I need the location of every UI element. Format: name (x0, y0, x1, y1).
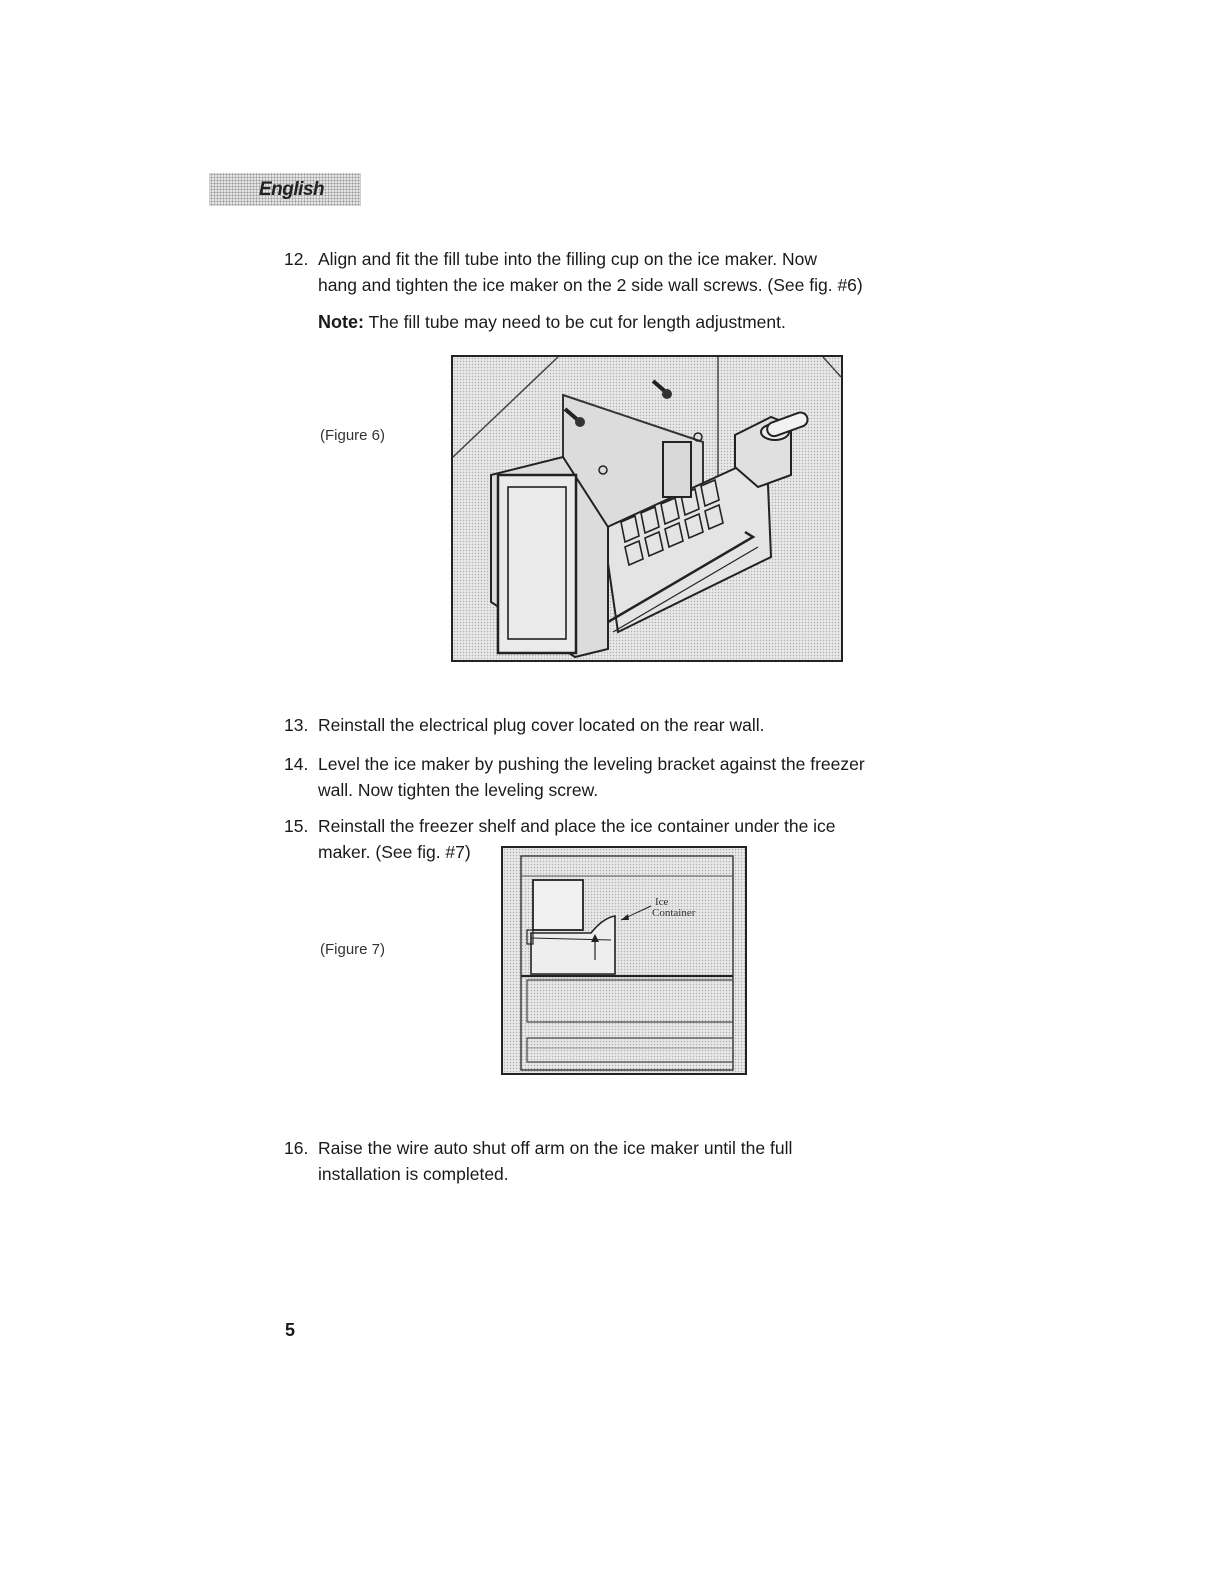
note-text: The fill tube may need to be cut for length adjustment. (364, 312, 786, 332)
figure-6-caption: (Figure 6) (320, 427, 386, 444)
figure-7-caption: (Figure 7) (320, 941, 386, 958)
step-text-line: Reinstall the freezer shelf and place the ice container under the ice (318, 816, 836, 836)
step-text-line: maker. (See fig. #7) (318, 842, 471, 862)
figure-7-freezer-illustration (501, 846, 747, 1075)
step-number: 13. (284, 715, 309, 735)
ice-container-label (652, 897, 695, 919)
step-text-line: Level the ice maker by pushing the leveling bracket against the freezer (318, 754, 865, 774)
language-tab-label: English (259, 179, 325, 200)
ice-maker-drawing (453, 357, 841, 660)
step-number: 12. (284, 249, 309, 269)
label-line: Container (652, 907, 696, 919)
step-text-line: hang and tighten the ice maker on the 2 side wall screws. (See fig. #6) (318, 275, 863, 295)
step-text-line: installation is completed. (318, 1164, 509, 1184)
figure-6-ice-maker-illustration (451, 355, 843, 662)
screw-icon (653, 381, 672, 399)
step-text-line: Reinstall the electrical plug cover located on the rear wall. (318, 715, 765, 735)
label-line: Ice (655, 896, 669, 908)
language-tab (209, 173, 361, 206)
step-number: 15. (284, 816, 309, 836)
step-text-line: Raise the wire auto shut off arm on the ice maker until the full (318, 1138, 793, 1158)
step-text-line: wall. Now tighten the leveling screw. (318, 780, 599, 800)
step-text-line: Align and fit the fill tube into the filling cup on the ice maker. Now (318, 249, 818, 269)
freezer-drawing (503, 848, 745, 1073)
note (318, 309, 786, 335)
step-number: 14. (284, 754, 309, 774)
page-number: 5 (285, 1320, 296, 1340)
step-number: 16. (284, 1138, 309, 1158)
note-label: Note: (318, 312, 364, 332)
